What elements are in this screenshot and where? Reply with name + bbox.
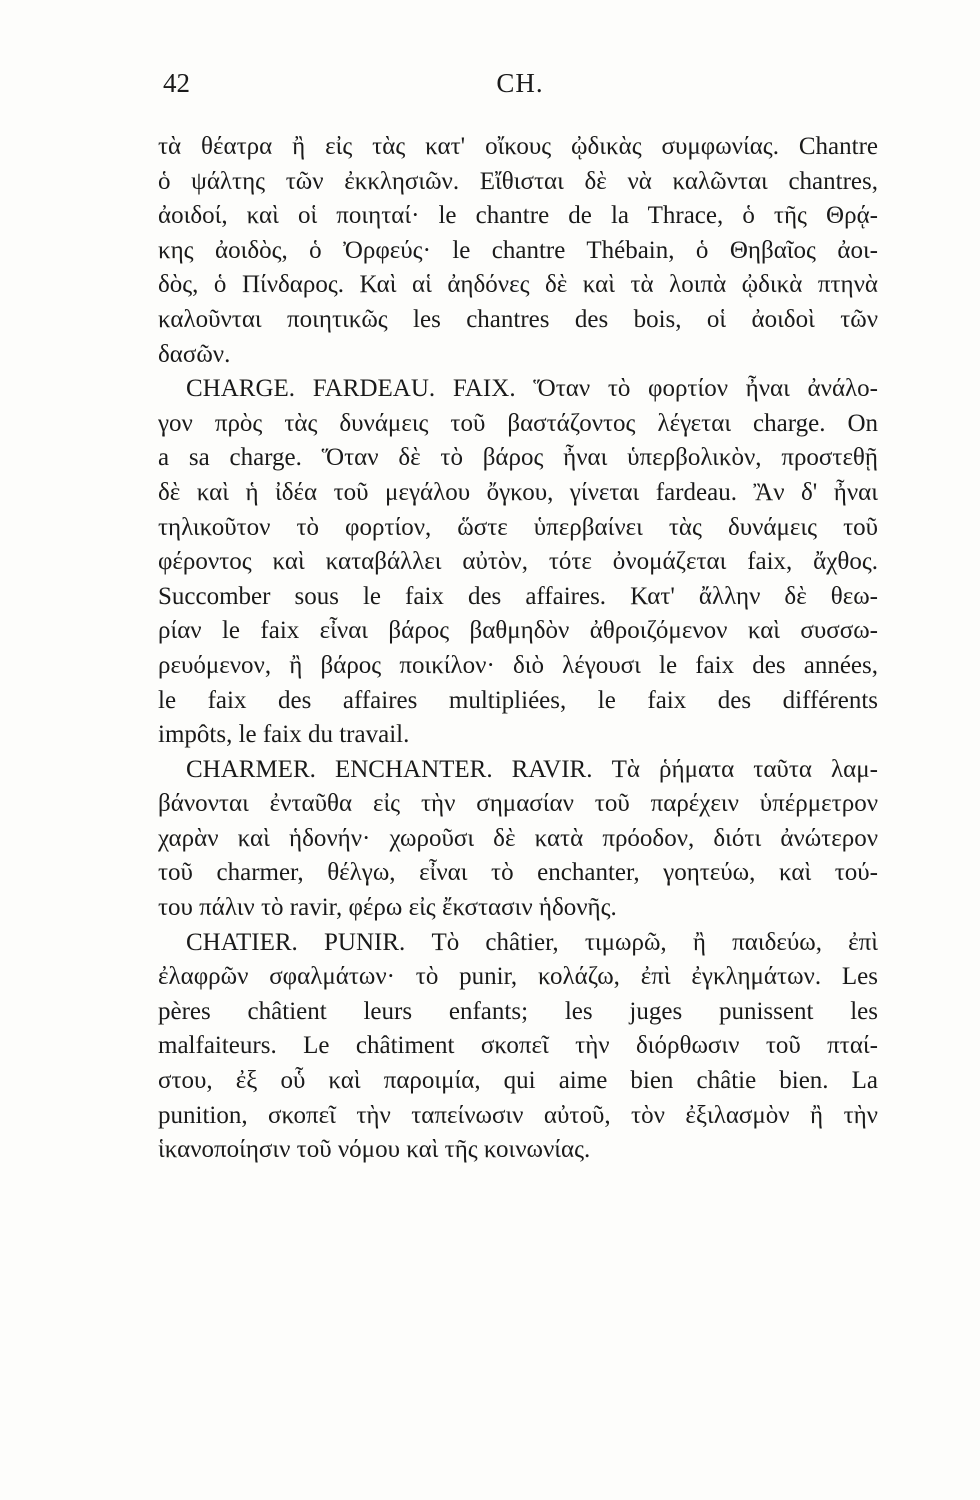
text-line: τὰ θέατρα ἢ εἰς τὰς κατ' οἴκους ᾠδικὰς συμφωνίας. Chantre [158, 133, 878, 160]
text-line: γον πρὸς τὰς δυνάμεις τοῦ βαστάζοντος λέγεται charge. On [158, 409, 878, 437]
text-line: του πάλιν τὸ ravir, φέρω εἰς ἔκστασιν ἡδονῆς. [158, 894, 617, 922]
paragraph-chantre [158, 130, 878, 372]
page-number: 42 [163, 68, 190, 98]
text-line: CHARGE. FARDEAU. FAIX. Ὅταν τὸ φορτίον ἦναι ἀνάλο- [186, 375, 878, 403]
text-line: impôts, le faix du travail. [158, 721, 410, 749]
text-line: χαρὰν καὶ ἡδονήν· χωροῦσι δὲ κατὰ πρόοδον, διότι ἀνώτερον [158, 824, 878, 852]
text-line: ρευόμενον, ἢ βάρος ποικίλον· διὸ λέγουσι le faix des années, [158, 651, 878, 679]
running-title: CH. [496, 68, 544, 98]
text-line: φέροντος καὶ καταβάλλει αὐτὸν, τότε ὀνομάζεται faix, ἄχθος. [158, 548, 878, 576]
text-line: Succomber sous le faix des affaires. Κατ' ἄλλην δὲ θεω- [158, 582, 878, 610]
text-line: δὸς, ὁ Πίνδαρος. Καὶ αἱ ἀηδόνες δὲ καὶ τὰ λοιπὰ ᾠδικὰ πτηνὰ [158, 271, 878, 299]
text-line: malfaiteurs. Le châtiment σκοπεῖ τὴν διόρθωσιν τοῦ πταί- [158, 1032, 878, 1060]
text-line: ἀοιδοί, καὶ οἱ ποιηταί· le chantre de la Thrace, ὁ τῆς Θρᾴ- [158, 202, 878, 230]
text-line: punition, σκοπεῖ τὴν ταπείνωσιν αὐτοῦ, τὸν ἐξιλασμὸν ἢ τὴν [158, 1101, 878, 1129]
text-line: τοῦ charmer, θέλγω, εἶναι τὸ enchanter, γοητεύω, καὶ τού- [158, 859, 878, 887]
text-line: καλοῦνται ποιητικῶς les chantres des bois, οἱ ἀοιδοὶ τῶν [158, 305, 878, 333]
text-line: a sa charge. Ὅταν δὲ τὸ βάρος ἦναι ὑπερβολικὸν, προστεθῇ [158, 444, 878, 472]
paragraph-charge [158, 372, 878, 753]
text-line: τηλικοῦτον τὸ φορτίον, ὥστε ὑπερβαίνει τὰς δυνάμεις τοῦ [158, 513, 878, 541]
text-line: δὲ καὶ ἡ ἰδέα τοῦ μεγάλου ὄγκου, γίνεται fardeau. Ἂν δ' ἦναι [158, 478, 878, 506]
text-line: δασῶν. [158, 340, 231, 368]
text-line: βάνονται ἐνταῦθα εἰς τὴν σημασίαν τοῦ παρέχειν ὑπέρμετρον [158, 790, 878, 818]
body-text [158, 130, 878, 1168]
text-line: ρίαν le faix εἶναι βάρος βαθμηδὸν ἀθροιζόμενον καὶ συσσω- [158, 617, 878, 645]
text-line: CHATIER. PUNIR. Τὸ châtier, τιμωρῶ, ἢ παιδεύω, ἐπὶ [186, 928, 878, 956]
text-line: στου, ἐξ οὗ καὶ παροιμία, qui aime bien châtie bien. La [158, 1067, 878, 1095]
text-line: ἱκανοποίησιν τοῦ νόμου καὶ τῆς κοινωνίας. [158, 1136, 591, 1164]
running-head [160, 68, 880, 108]
text-line: ἐλαφρῶν σφαλμάτων· τὸ punir, κολάζω, ἐπὶ ἐγκλημάτων. Les [158, 963, 878, 991]
text-line: le faix des affaires multipliées, le faix des différents [158, 686, 878, 714]
text-line: CHARMER. ENCHANTER. RAVIR. Τὰ ῥήματα ταῦτα λαμ- [186, 755, 878, 783]
text-line: ὁ ψάλτης τῶν ἐκκλησιῶν. Εἴθισται δὲ νὰ καλῶνται chantres, [158, 167, 878, 195]
paragraph-chatier [158, 926, 878, 1168]
text-line: κης ἀοιδὸς, ὁ Ὀρφεύς· le chantre Thébain, ὁ Θηβαῖος ἀοι- [158, 236, 878, 264]
text-line: pères châtient leurs enfants; les juges punissent les [158, 997, 878, 1025]
paragraph-charmer [158, 753, 878, 926]
